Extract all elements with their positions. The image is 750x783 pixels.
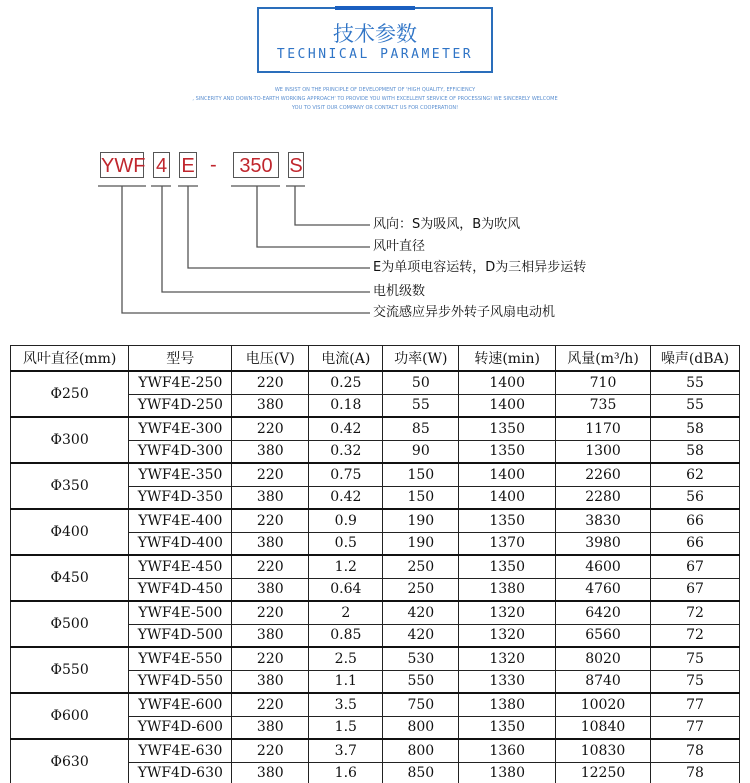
table-cell: 75 <box>650 670 739 693</box>
table-cell: 220 <box>232 555 309 578</box>
table-cell: 710 <box>556 371 651 394</box>
table-cell: 380 <box>232 440 309 463</box>
table-cell: 1380 <box>459 693 556 716</box>
diameter-cell: Φ630 <box>11 739 129 783</box>
table-cell: 0.42 <box>309 486 383 509</box>
table-cell: 72 <box>650 624 739 647</box>
table-cell: YWF4E-450 <box>129 555 232 578</box>
table-cell: YWF4D-350 <box>129 486 232 509</box>
table-cell: YWF4E-300 <box>129 417 232 440</box>
table-cell: 1400 <box>459 371 556 394</box>
table-row <box>11 509 740 532</box>
table-cell: 220 <box>232 371 309 394</box>
diameter-cell: Φ400 <box>11 509 129 555</box>
table-cell: 380 <box>232 532 309 555</box>
table-cell: 3830 <box>556 509 651 532</box>
table-cell: 3.5 <box>309 693 383 716</box>
table-cell: 380 <box>232 670 309 693</box>
code-diameter: 350 <box>233 152 279 178</box>
table-row <box>11 693 740 716</box>
table-row <box>11 647 740 670</box>
table-cell: YWF4D-630 <box>129 762 232 783</box>
table-cell: 1400 <box>459 394 556 417</box>
table-cell: 67 <box>650 578 739 601</box>
table-row <box>11 371 740 394</box>
table-cell: 1350 <box>459 417 556 440</box>
spec-table <box>10 345 740 783</box>
table-cell: 0.42 <box>309 417 383 440</box>
diameter-cell: Φ600 <box>11 693 129 739</box>
table-cell: 0.5 <box>309 532 383 555</box>
table-cell: 220 <box>232 601 309 624</box>
table-cell: 190 <box>383 509 459 532</box>
table-cell: 250 <box>383 578 459 601</box>
table-cell: 10840 <box>556 716 651 739</box>
table-cell: 735 <box>556 394 651 417</box>
table-row <box>11 601 740 624</box>
table-cell: 78 <box>650 739 739 762</box>
table-cell: 55 <box>650 371 739 394</box>
table-cell: 72 <box>650 601 739 624</box>
code-series: YWF <box>100 152 144 178</box>
table-cell: 12250 <box>556 762 651 783</box>
diameter-cell: Φ500 <box>11 601 129 647</box>
table-cell: 380 <box>232 394 309 417</box>
code-poles: 4 <box>153 152 170 178</box>
table-cell: 1400 <box>459 486 556 509</box>
legend-phase: E为单项电容运转，D为三相异步运转 <box>373 260 587 275</box>
table-cell: 50 <box>383 371 459 394</box>
table-cell: 2.5 <box>309 647 383 670</box>
code-phase: E <box>179 152 197 178</box>
table-cell: 530 <box>383 647 459 670</box>
column-header: 噪声(dBA) <box>650 346 739 372</box>
table-cell: 66 <box>650 509 739 532</box>
table-cell: 1320 <box>459 624 556 647</box>
table-cell: 2260 <box>556 463 651 486</box>
legend-diameter: 风叶直径 <box>373 239 426 254</box>
table-cell: YWF4D-550 <box>129 670 232 693</box>
table-cell: 90 <box>383 440 459 463</box>
table-cell: 1.5 <box>309 716 383 739</box>
table-cell: YWF4E-250 <box>129 371 232 394</box>
table-cell: YWF4E-350 <box>129 463 232 486</box>
column-header: 风叶直径(mm) <box>11 346 129 372</box>
table-cell: 1380 <box>459 762 556 783</box>
table-cell: 1350 <box>459 509 556 532</box>
table-cell: 0.64 <box>309 578 383 601</box>
table-cell: YWF4D-450 <box>129 578 232 601</box>
table-cell: 420 <box>383 601 459 624</box>
table-cell: 0.9 <box>309 509 383 532</box>
table-cell: 55 <box>383 394 459 417</box>
legend-series: 交流感应异步外转子风扇电动机 <box>373 305 556 320</box>
legend-poles: 电机级数 <box>373 284 426 299</box>
diameter-cell: Φ300 <box>11 417 129 463</box>
column-header: 功率(W) <box>383 346 459 372</box>
table-cell: 1300 <box>556 440 651 463</box>
table-cell: 220 <box>232 693 309 716</box>
table-cell: 78 <box>650 762 739 783</box>
table-row <box>11 739 740 762</box>
diameter-cell: Φ250 <box>11 371 129 417</box>
table-cell: 58 <box>650 417 739 440</box>
table-cell: YWF4D-250 <box>129 394 232 417</box>
table-cell: 1350 <box>459 555 556 578</box>
table-cell: 1400 <box>459 463 556 486</box>
motto-line: YOU TO VISIT OUR COMPANY OR CONTACT US FOR COOPERATION! <box>291 105 459 111</box>
table-cell: 58 <box>650 440 739 463</box>
table-cell: 550 <box>383 670 459 693</box>
table-cell: 220 <box>232 463 309 486</box>
table-cell: 1170 <box>556 417 651 440</box>
code-dash: - <box>210 154 217 176</box>
table-cell: 220 <box>232 647 309 670</box>
table-cell: 0.32 <box>309 440 383 463</box>
table-cell: 6420 <box>556 601 651 624</box>
table-cell: 1.1 <box>309 670 383 693</box>
table-cell: 0.18 <box>309 394 383 417</box>
table-cell: 380 <box>232 716 309 739</box>
table-cell: 380 <box>232 578 309 601</box>
table-cell: 420 <box>383 624 459 647</box>
table-cell: 0.75 <box>309 463 383 486</box>
table-cell: 150 <box>383 486 459 509</box>
motto-line: WE INSIST ON THE PRINCIPLE OF DEVELOPMENT OF 'HIGH QUALITY, EFFICIENCY <box>274 87 476 93</box>
table-cell: 10020 <box>556 693 651 716</box>
table-cell: 3.7 <box>309 739 383 762</box>
table-cell: 8020 <box>556 647 651 670</box>
table-cell: 750 <box>383 693 459 716</box>
table-cell: 77 <box>650 693 739 716</box>
table-cell: YWF4E-550 <box>129 647 232 670</box>
table-cell: 1360 <box>459 739 556 762</box>
table-cell: 850 <box>383 762 459 783</box>
table-cell: 380 <box>232 624 309 647</box>
table-cell: 1380 <box>459 578 556 601</box>
table-row <box>11 555 740 578</box>
table-cell: 4760 <box>556 578 651 601</box>
table-cell: 56 <box>650 486 739 509</box>
table-cell: 1.6 <box>309 762 383 783</box>
table-cell: YWF4E-500 <box>129 601 232 624</box>
table-cell: 85 <box>383 417 459 440</box>
column-header: 转速(min) <box>459 346 556 372</box>
table-cell: 62 <box>650 463 739 486</box>
table-cell: 380 <box>232 762 309 783</box>
motto-line: , SINCERITY AND DOWN-TO-EARTH WORKING APPROACH' TO PROVIDE YOU WITH EXCELLENT SERVICE OF PROCESSING! WE SINCERELY WELCOME <box>192 96 558 102</box>
table-cell: 2 <box>309 601 383 624</box>
table-cell: 10830 <box>556 739 651 762</box>
table-cell: YWF4D-600 <box>129 716 232 739</box>
table-cell: YWF4D-500 <box>129 624 232 647</box>
table-cell: 190 <box>383 532 459 555</box>
table-cell: 220 <box>232 417 309 440</box>
table-cell: 800 <box>383 739 459 762</box>
table-cell: 75 <box>650 647 739 670</box>
table-cell: 1350 <box>459 716 556 739</box>
page-subtitle: TECHNICAL PARAMETER <box>276 47 474 62</box>
page-title: 技术参数 <box>333 22 417 46</box>
table-cell: 55 <box>650 394 739 417</box>
legend-direction: 风向：S为吸风，B为吹风 <box>373 217 521 232</box>
table-header-row <box>11 346 740 372</box>
table-cell: 250 <box>383 555 459 578</box>
table-cell: 1370 <box>459 532 556 555</box>
table-cell: 800 <box>383 716 459 739</box>
table-cell: 1320 <box>459 601 556 624</box>
table-cell: 1350 <box>459 440 556 463</box>
diameter-cell: Φ550 <box>11 647 129 693</box>
table-row <box>11 463 740 486</box>
table-cell: YWF4E-600 <box>129 693 232 716</box>
table-cell: 380 <box>232 486 309 509</box>
table-cell: 1330 <box>459 670 556 693</box>
table-cell: 67 <box>650 555 739 578</box>
table-cell: 1.2 <box>309 555 383 578</box>
diameter-cell: Φ450 <box>11 555 129 601</box>
column-header: 电压(V) <box>232 346 309 372</box>
table-row <box>11 417 740 440</box>
table-cell: 66 <box>650 532 739 555</box>
table-cell: YWF4E-630 <box>129 739 232 762</box>
table-cell: 8740 <box>556 670 651 693</box>
table-cell: YWF4E-400 <box>129 509 232 532</box>
table-cell: 220 <box>232 509 309 532</box>
table-cell: YWF4D-300 <box>129 440 232 463</box>
table-cell: 1320 <box>459 647 556 670</box>
table-cell: 220 <box>232 739 309 762</box>
column-header: 电流(A) <box>309 346 383 372</box>
table-cell: YWF4D-400 <box>129 532 232 555</box>
table-cell: 4600 <box>556 555 651 578</box>
diameter-cell: Φ350 <box>11 463 129 509</box>
table-cell: 3980 <box>556 532 651 555</box>
column-header: 型号 <box>129 346 232 372</box>
table-cell: 77 <box>650 716 739 739</box>
table-cell: 0.85 <box>309 624 383 647</box>
column-header: 风量(m³/h) <box>556 346 651 372</box>
table-cell: 2280 <box>556 486 651 509</box>
table-cell: 150 <box>383 463 459 486</box>
table-cell: 6560 <box>556 624 651 647</box>
table-cell: 0.25 <box>309 371 383 394</box>
code-direction: S <box>288 152 304 178</box>
